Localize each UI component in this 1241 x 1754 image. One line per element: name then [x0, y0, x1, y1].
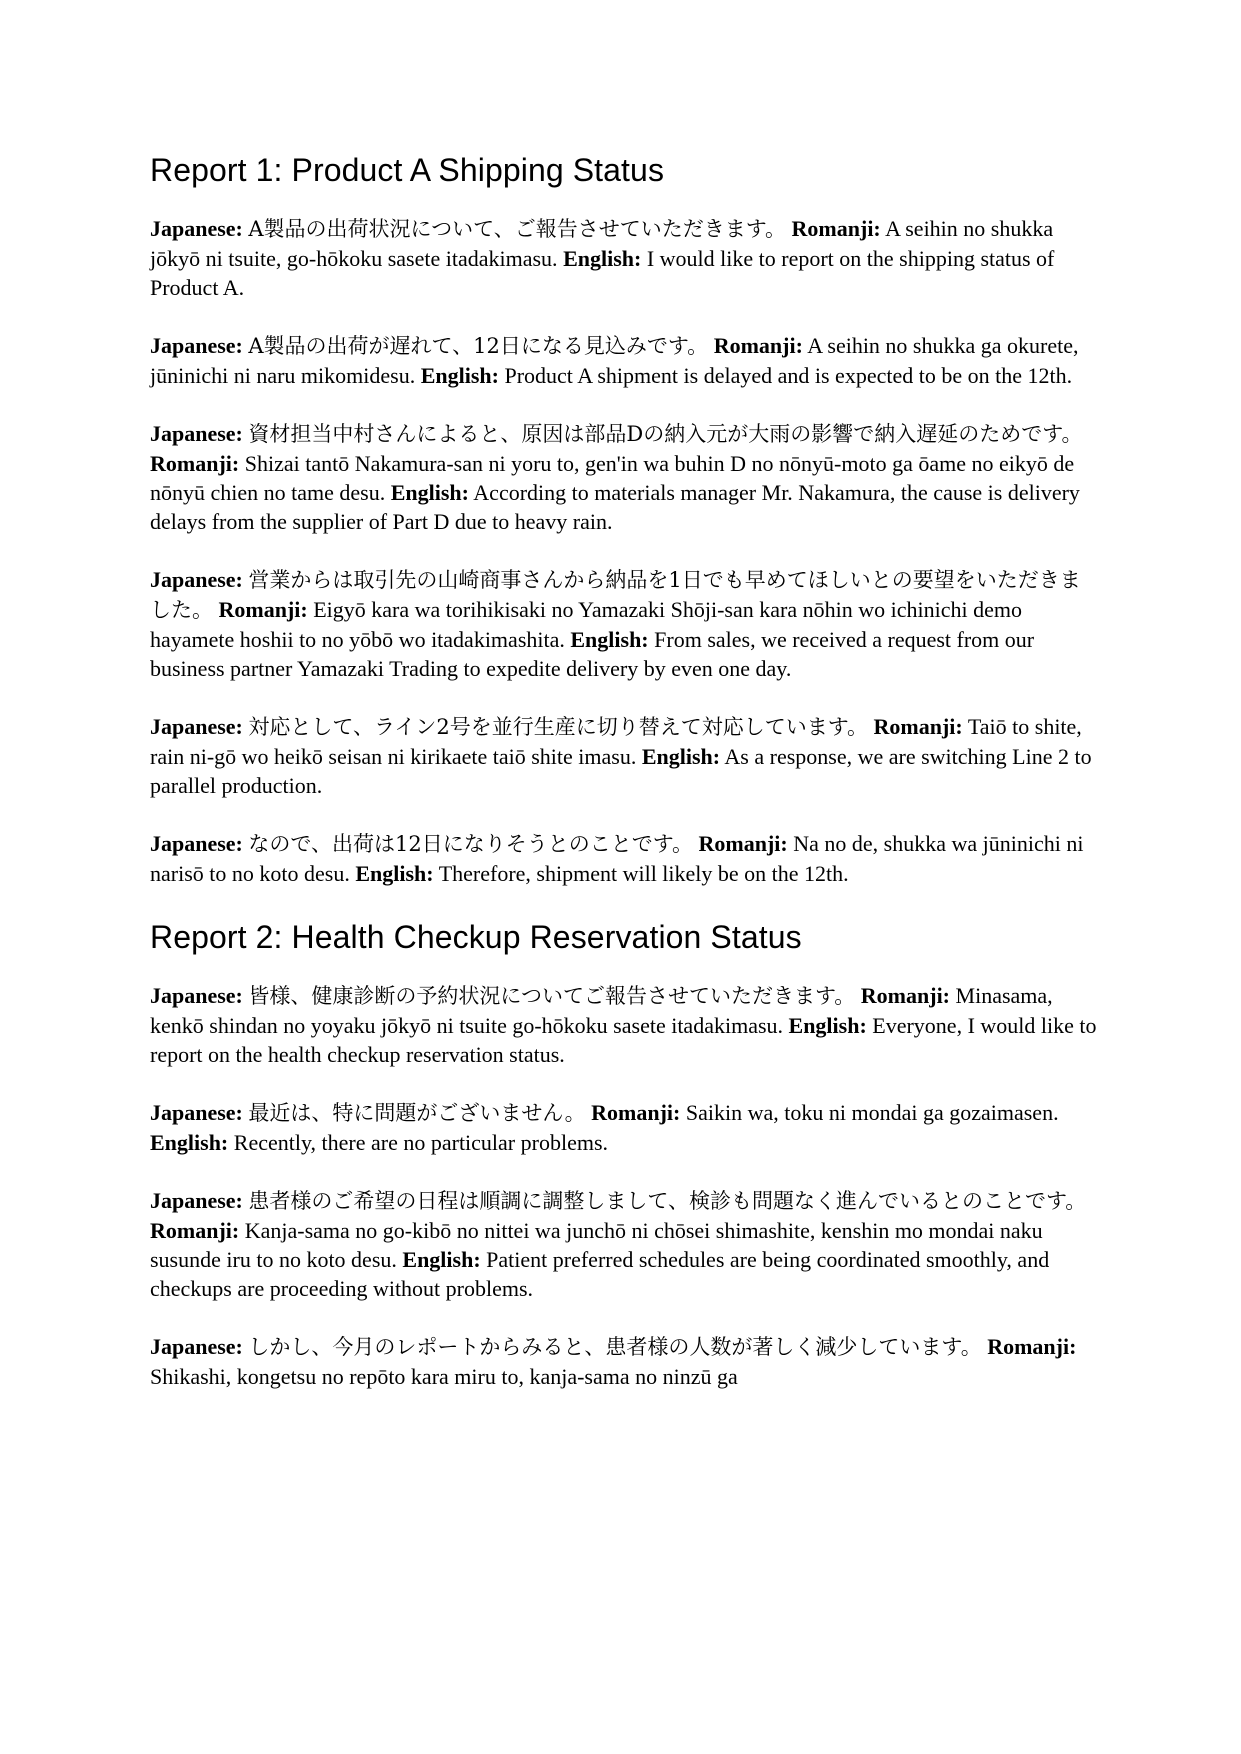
japanese-label: Japanese: [150, 714, 243, 739]
japanese-label: Japanese: [150, 216, 243, 241]
japanese-label: Japanese: [150, 831, 243, 856]
report-1-title: Report 1: Product A Shipping Status [150, 152, 665, 188]
japanese-label: Japanese: [150, 1100, 243, 1125]
romanji-label: Romanji: [218, 597, 308, 622]
romanji-label: Romanji: [591, 1100, 681, 1125]
english-label: English: [355, 861, 434, 886]
english-text: Everyone, I would like to report on the health checkup reservation status. [150, 1013, 1097, 1067]
japanese-text: 営業からは取引先の山崎商事さんから納品を1日でも早めてほしいとの要望をいただきました。 [150, 568, 1081, 622]
report-1-entry-5 [150, 712, 1100, 800]
japanese-label: Japanese: [150, 567, 243, 592]
english-text: I would like to report on the shipping status of Product A. [150, 246, 1055, 300]
english-label: English: [390, 480, 469, 505]
english-text: Therefore, shipment will likely be on the 12th. [438, 861, 849, 886]
romanji-label: Romanji: [987, 1334, 1077, 1359]
romanji-text: Shikashi, kongetsu no repōto kara miru to, kanja-sama no ninzū ga [150, 1364, 738, 1389]
romanji-label: Romanji: [698, 831, 788, 856]
report-2-entry-3 [150, 1186, 1100, 1303]
japanese-label: Japanese: [150, 333, 243, 358]
romanji-text: Kanja-sama no go-kibō no nittei wa junchō ni chōsei shimashite, kenshin mo mondai naku susunde iru to no koto desu. [150, 1218, 1043, 1272]
japanese-text: 最近は、特に問題がございません。 [248, 1101, 586, 1125]
japanese-label: Japanese: [150, 983, 243, 1008]
romanji-text: Eigyō kara wa torihikisaki no Yamazaki Shōji-san kara nōhin wo ichinichi demo hayamete hoshii to no yōbō wo itadakimashita. [150, 597, 1022, 652]
english-text: As a response, we are switching Line 2 to parallel production. [150, 744, 1092, 798]
romanji-text: Saikin wa, toku ni mondai ga gozaimasen. [685, 1100, 1059, 1125]
japanese-text: 対応として、ライン2号を並行生産に切り替えて対応しています。 [248, 715, 869, 739]
romanji-label: Romanji: [860, 983, 951, 1008]
romanji-label: Romanji: [791, 216, 881, 241]
japanese-text: 資材担当中村さんによると、原因は部品Dの納入元が大雨の影響で納入遅延のためです。 [248, 422, 1083, 446]
japanese-text: なので、出荷は12日になりそうとのことです。 [248, 832, 694, 856]
japanese-text: 皆様、健康診断の予約状況についてご報告させていただきます。 [248, 984, 856, 1008]
report-1-entry-6 [150, 829, 1100, 888]
report-1-entry-4 [150, 565, 1100, 683]
japanese-text: A製品の出荷状況について、ご報告させていただきます。 [248, 217, 787, 241]
report-2-title: Report 2: Health Checkup Reservation Status [150, 919, 802, 955]
report-1-entry-2 [150, 331, 1100, 390]
english-text: Patient preferred schedules are being coordinated smoothly, and checkups are proceeding without problems. [150, 1247, 1050, 1301]
japanese-text: A製品の出荷が遅れて、12日になる見込みです。 [248, 334, 709, 358]
japanese-text: しかし、今月のレポートからみると、患者様の人数が著しく減少しています。 [248, 1335, 982, 1359]
romanji-label: Romanji: [150, 451, 240, 476]
romanji-label: Romanji: [150, 1218, 240, 1243]
japanese-label: Japanese: [150, 1188, 243, 1213]
report-2-entry-1 [150, 981, 1100, 1069]
report-2-entry-4 [150, 1332, 1100, 1391]
report-1-entry-3 [150, 419, 1100, 536]
romanji-text: Taiō to shite, rain ni-gō wo heikō seisan ni kirikaete taiō shite imasu. [150, 714, 1082, 769]
romanji-text: A seihin no shukka jōkyō ni tsuite, go-hōkoku sasete itadakimasu. [150, 216, 1054, 271]
document-page [150, 150, 1100, 1391]
romanji-text: A seihin no shukka ga okurete, jūninichi ni naru mikomidesu. [150, 333, 1079, 388]
english-text: According to materials manager Mr. Nakamura, the cause is delivery delays from the supplier of Part D due to heavy rain. [150, 480, 1080, 534]
english-text: Product A shipment is delayed and is expected to be on the 12th. [504, 363, 1073, 388]
japanese-text: 患者様のご希望の日程は順調に調整しまして、検診も問題なく進んでいるとのことです。 [248, 1189, 1087, 1213]
report-1-entry-1 [150, 214, 1100, 302]
english-label: English: [570, 627, 649, 652]
english-label: English: [788, 1013, 867, 1038]
report-2-entry-2 [150, 1098, 1100, 1157]
romanji-text: Minasama, kenkō shindan no yoyaku jōkyō ni tsuite go-hōkoku sasete itadakimasu. [150, 983, 1053, 1038]
english-text: From sales, we received a request from our business partner Yamazaki Trading to expedite delivery by even one day. [150, 627, 1035, 681]
japanese-label: Japanese: [150, 1334, 243, 1359]
english-label: English: [641, 744, 721, 769]
english-label: English: [420, 363, 499, 388]
romanji-text: Shizai tantō Nakamura-san ni yoru to, gen'in wa buhin D no nōnyū-moto ga ōame no eikyō de nōnyū chien no tame desu. [150, 451, 1075, 505]
romanji-text: Na no de, shukka wa jūninichi ni narisō to no koto desu. [150, 831, 1084, 886]
english-text: Recently, there are no particular problems. [233, 1130, 609, 1155]
english-label: English: [150, 1130, 229, 1155]
english-label: English: [563, 246, 642, 271]
romanji-label: Romanji: [873, 714, 963, 739]
english-label: English: [402, 1247, 481, 1272]
japanese-label: Japanese: [150, 421, 243, 446]
romanji-label: Romanji: [713, 333, 803, 358]
